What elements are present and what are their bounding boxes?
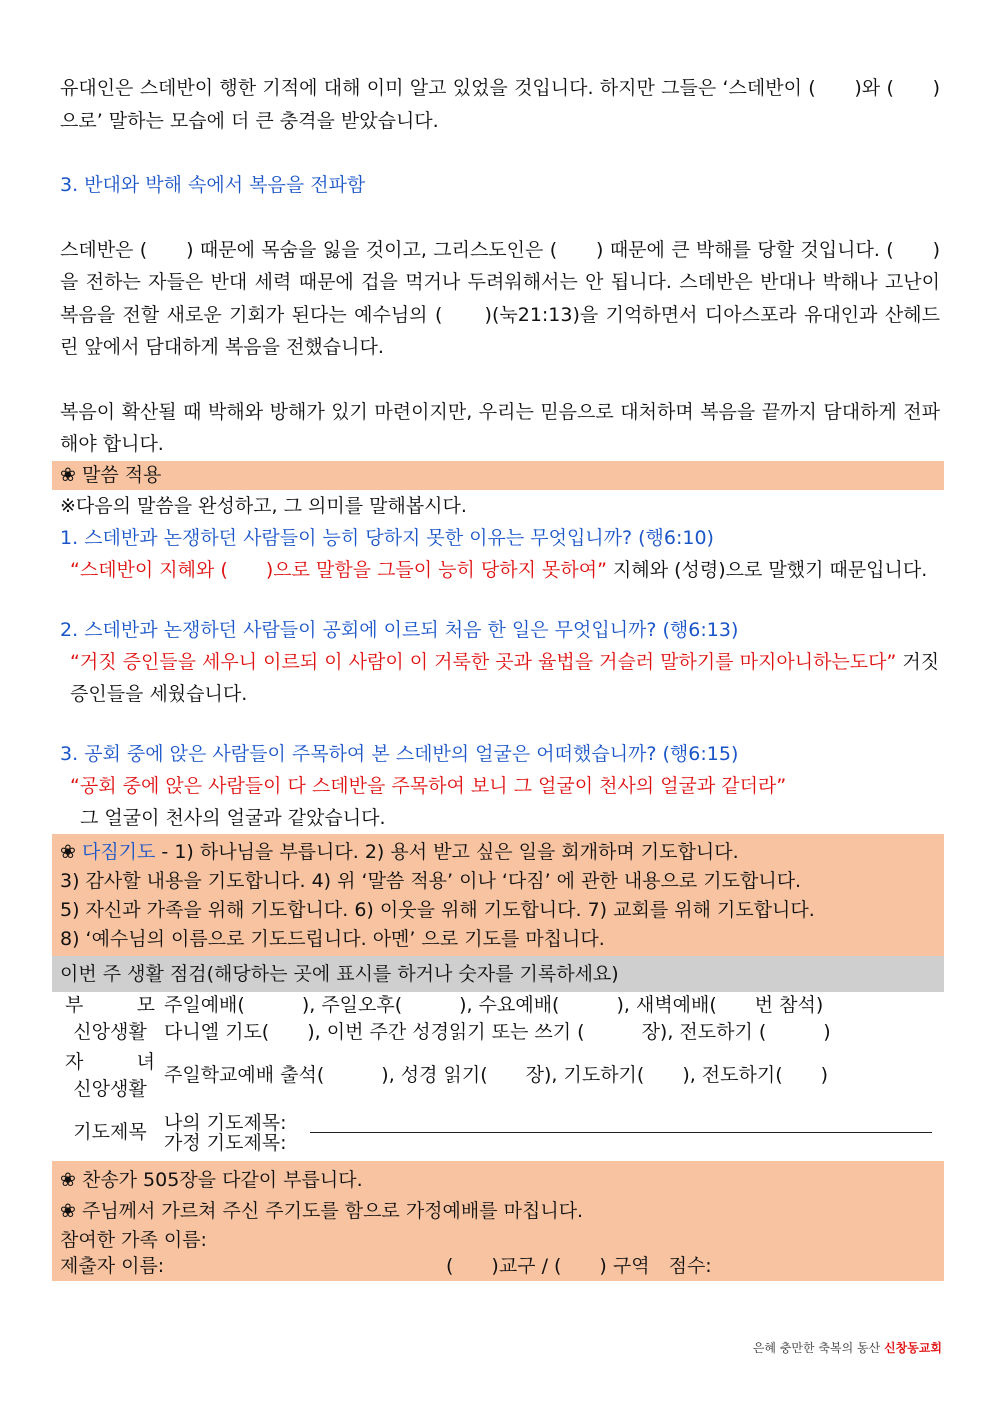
intro-paragraph-3: 복음이 확산될 때 박해와 방해가 있기 마련이지만, 우리는 믿음으로 대처하며 복음을 끝까지 담대하게 전파해야 합니다. [60,400,940,455]
parent-row-2 [52,1019,944,1046]
parent-row-1 [52,992,944,1019]
parish-score-field[interactable]: ( )교구 / ( ) 구역 점수: [446,1254,712,1277]
parent-label-a: 부 [65,993,84,1016]
family-prayer-label: 가정 기도제목: [164,1131,287,1154]
checklist-header: 이번 주 생활 점검(해당하는 곳에 표시를 하거나 숫자를 기록하세요) [52,956,944,992]
apply-header: ❀ 말씀 적용 [52,461,944,490]
answer-1: 지혜와 (성령)으로 말했기 때문입니다. [612,558,928,581]
answer-block-1 [60,554,940,586]
flower-icon: ❀ [60,840,82,863]
lords-prayer-line: ❀ 주님께서 가르쳐 주신 주기도를 함으로 가정예배를 마칩니다. [60,1199,584,1222]
family-names-field[interactable]: 참여한 가족 이름: [60,1228,207,1251]
intro-paragraph-1: 유대인은 스데반이 행한 기적에 대해 이미 알고 있었을 것입니다. 하지만 그들은 ‘스데반이 ( )와 ( )으로’ 말하는 모습에 더 큰 충격을 받았습니다. [60,77,940,132]
child-label-b: 녀 [136,1050,155,1073]
church-name: 신창동교회 [884,1341,942,1355]
answer-2: 거짓 증인들을 세웠습니다. [70,650,940,705]
parent-label-b: 모 [136,993,155,1016]
section-heading-3: 3. 반대와 박해 속에서 복음을 전파함 [60,174,366,196]
child-label [52,1046,164,1106]
closing-box [52,1161,944,1281]
submitter-field[interactable]: 제출자 이름: [60,1254,165,1277]
footer [753,1339,942,1356]
child-label-2: 신앙생활 [73,1077,147,1100]
question-3: 3. 공회 중에 앉은 사람들이 주목하여 본 스데반의 얼굴은 어떠했습니까? (행6:15) [60,742,739,765]
prayer-line-1 [60,838,944,867]
child-row [52,1046,944,1106]
prayer-topic-labels [164,1113,306,1153]
prayer-topic-row [52,1106,944,1153]
checklist-table [52,992,944,1153]
my-prayer-label: 나의 기도제목: [164,1111,287,1134]
question-1: 1. 스데반과 논쟁하던 사람들이 능히 당하지 못한 이유는 무엇입니까? (행6:10) [60,526,714,549]
quote-3: “공회 중에 앉은 사람들이 다 스데반을 주목하여 보니 그 얼굴이 천사의 얼굴과 같더라” [70,774,787,797]
submitter-row [60,1253,944,1279]
parent-worship-checks[interactable]: 주일예배( ), 주일오후( ), 수요예배( ), 새벽예배( 번 참석) [164,993,824,1016]
worksheet-page [60,72,940,1281]
answer-3: 그 얼굴이 천사의 얼굴과 같았습니다. [80,806,386,829]
apply-instruction: ※다음의 말씀을 완성하고, 그 의미를 말해봅시다. [60,494,467,517]
child-checks[interactable]: 주일학교예배 출석( ), 성경 읽기( 장), 기도하기( ), 전도하기( ) [164,1064,829,1086]
prayer-topic-fields [164,1106,944,1153]
parent-label-2: 신앙생활 [73,1020,147,1043]
question-2: 2. 스데반과 논쟁하던 사람들이 공회에 이르되 처음 한 일은 무엇입니까? (행6:13) [60,618,739,641]
prayer-box [52,834,944,956]
parent-faith-checks[interactable]: 다니엘 기도( ), 이번 주간 성경읽기 또는 쓰기 ( 장), 전도하기 ( ) [164,1020,831,1043]
intro-paragraph-2: 스데반은 ( ) 때문에 목숨을 잃을 것이고, 그리스도인은 ( ) 때문에 큰 박해를 당할 것입니다. ( )을 전하는 자들은 반대 세력 때문에 겁을 먹거나 두려워해서는 안 됩니다. 스데반은 반대나 박해나 고난이 복음을 전할 새로운 기회가 된다는 예수님의 ( )(눅21:13)을 기억하면서 디아스포라 유대인과 산헤드린 앞에서 담대하게 복음을 전했습니다. [60,238,940,358]
quote-2: “거짓 증인들을 세우니 이르되 이 사람이 이 거룩한 곳과 율법을 거슬러 말하기를 마지아니하는도다” [70,650,897,673]
prayer-topic-label: 기도제목 [73,1120,147,1143]
prayer-topic-input[interactable] [310,1112,932,1133]
quote-1: “스데반이 지혜와 ( )으로 말함을 그들이 능히 당하지 못하여” [70,558,607,581]
prayer-step-1-2: - 1) 하나님을 부릅니다. 2) 용서 받고 싶은 일을 회개하며 기도합니다. [155,840,739,863]
footer-slogan: 은혜 충만한 축복의 동산 [752,1341,885,1355]
parent-label [52,992,164,1019]
hymn-line: ❀ 찬송가 505장을 다같이 부릅니다. [60,1168,363,1191]
answer-block-2 [60,646,940,710]
prayer-line-4: 8) ‘예수님의 이름으로 기도드립니다. 아멘’ 으로 기도를 마칩니다. [60,927,605,950]
prayer-line-3: 5) 자신과 가족을 위해 기도합니다. 6) 이웃을 위해 기도합니다. 7) 교회를 위해 기도합니다. [60,898,815,921]
prayer-line-2: 3) 감사할 내용을 기도합니다. 4) 위 ‘말씀 적용’ 이나 ‘다짐’ 에 관한 내용으로 기도합니다. [60,869,802,892]
prayer-title: 다짐기도 [81,840,156,863]
child-label-a: 자 [65,1050,84,1073]
